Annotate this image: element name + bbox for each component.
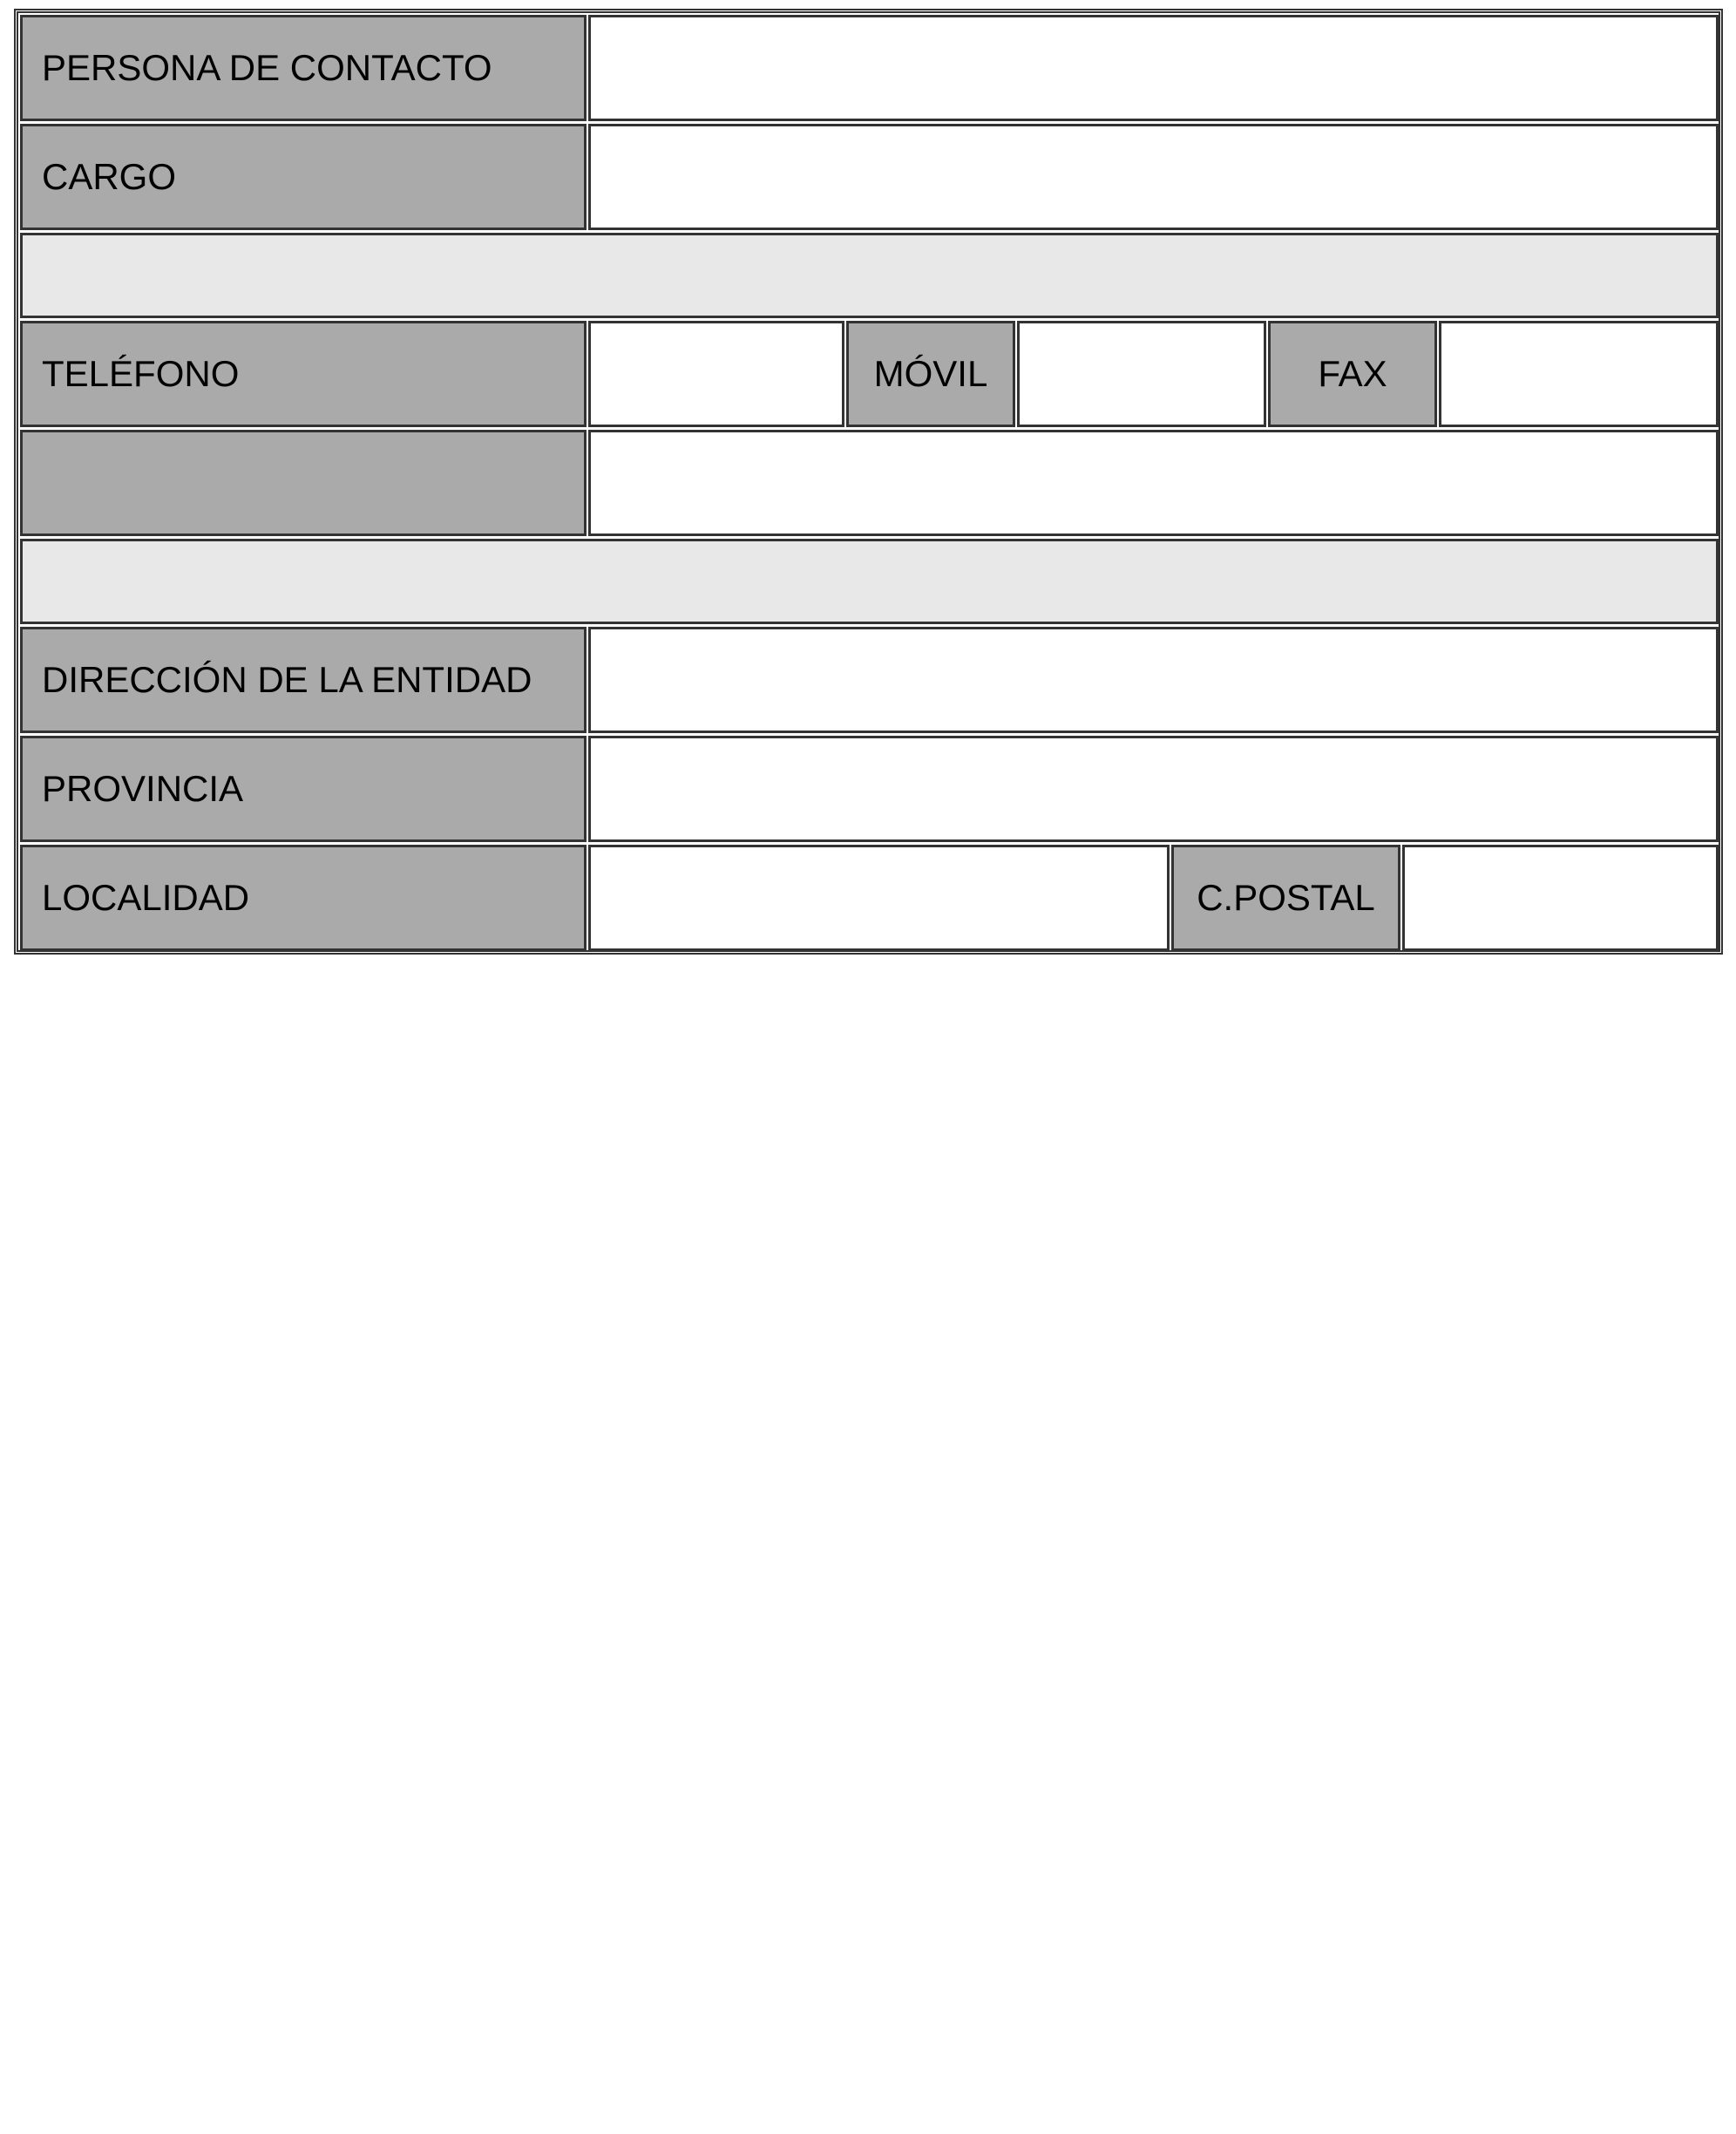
contact-form-table xyxy=(14,9,1723,955)
province-label-text: PROVINCIA xyxy=(42,768,244,809)
locality-field[interactable] xyxy=(588,845,1170,951)
fax-label-text: FAX xyxy=(1318,353,1387,394)
locality-label-text: LOCALIDAD xyxy=(42,877,250,918)
address-field[interactable] xyxy=(588,627,1719,733)
position-label xyxy=(20,124,587,230)
mobile-field[interactable] xyxy=(1017,321,1266,427)
phone-label xyxy=(20,321,587,427)
province-field[interactable] xyxy=(588,736,1719,842)
separator-row-2 xyxy=(20,539,1719,624)
postal-code-label xyxy=(1171,845,1400,951)
phone-field[interactable] xyxy=(588,321,844,427)
contact-person-field[interactable] xyxy=(588,15,1719,121)
position-label-text: CARGO xyxy=(42,156,177,197)
province-label xyxy=(20,736,587,842)
contact-person-label-text: PERSONA DE CONTACTO xyxy=(42,47,492,88)
blank-field[interactable] xyxy=(588,430,1719,536)
phone-label-text: TELÉFONO xyxy=(42,353,240,394)
locality-label xyxy=(20,845,587,951)
address-label-text: DIRECCIÓN DE LA ENTIDAD xyxy=(42,659,532,700)
fax-label xyxy=(1268,321,1437,427)
mobile-label xyxy=(846,321,1015,427)
address-label xyxy=(20,627,587,733)
postal-code-field[interactable] xyxy=(1402,845,1719,951)
contact-person-label xyxy=(20,15,587,121)
fax-field[interactable] xyxy=(1439,321,1719,427)
mobile-label-text: MÓVIL xyxy=(873,353,988,394)
position-field[interactable] xyxy=(588,124,1719,230)
separator-row-1 xyxy=(20,233,1719,318)
postal-code-label-text: C.POSTAL xyxy=(1197,877,1375,918)
blank-label xyxy=(20,430,587,536)
